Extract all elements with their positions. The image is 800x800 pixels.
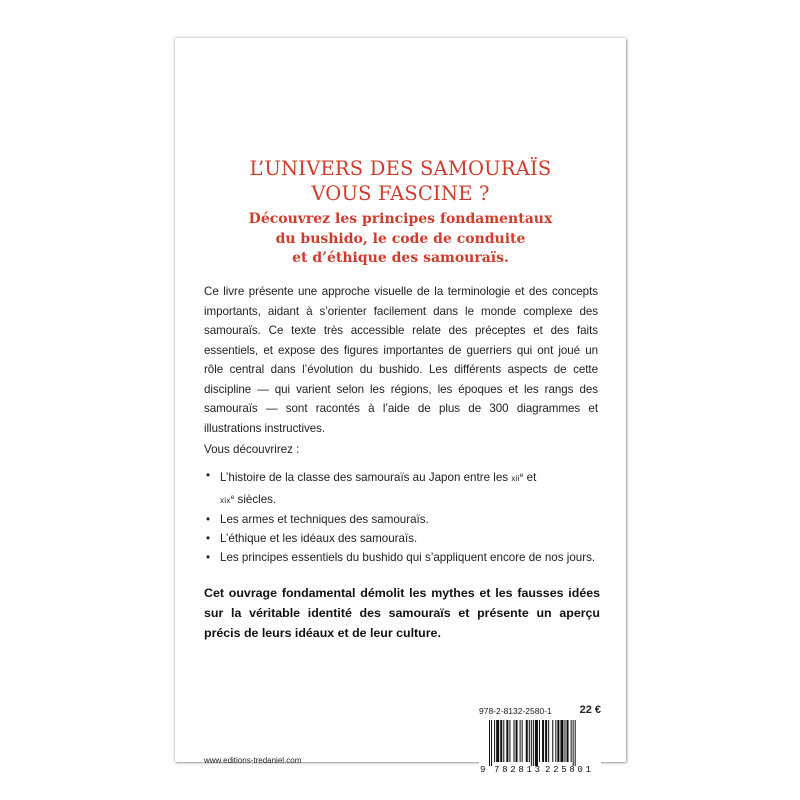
bullet-text: Les principes essentiels du bushido qui s’appliquent encore de nos jours. (220, 551, 596, 564)
barcode-digits-right: 225801 (545, 765, 591, 774)
barcode-bar (500, 720, 502, 762)
barcode-bar (542, 720, 544, 762)
barcode-bar (560, 720, 563, 762)
bullet-dot-icon: • (206, 551, 211, 564)
isbn-price-row (479, 704, 601, 718)
bullet-dot-icon: • (206, 513, 211, 526)
barcode-bar (539, 720, 540, 762)
bullet-item (204, 548, 598, 567)
barcode-bar (496, 720, 499, 762)
discover-label: Vous découvrirez : (204, 443, 300, 456)
barcode-bar (520, 720, 521, 762)
barcode-bar (548, 720, 549, 762)
bullet-text: L’éthique et les idéaux des samouraïs. (220, 532, 418, 545)
bullet-item (204, 529, 598, 548)
book-back-cover (175, 38, 626, 774)
bullet-text: L’histoire de la classe des samouraïs au Japon entre les xii$^e$ et xix$^e$ siècles. (220, 471, 537, 506)
barcode-bar (552, 720, 553, 762)
price-label: 22 € (579, 704, 601, 716)
barcode-bar (557, 720, 559, 762)
bullet-item (204, 510, 598, 529)
barcode-bar (571, 720, 572, 762)
barcode-bar (575, 720, 576, 766)
barcode-bar (555, 720, 556, 762)
publisher-website: www.editions-tredaniel.com (204, 756, 302, 765)
headline-line-1: L’UNIVERS DES SAMOURAÏS (249, 157, 552, 180)
bullet-item (204, 466, 598, 510)
barcode-bar (513, 720, 514, 762)
barcode-bar (529, 720, 530, 762)
barcode-bar (494, 720, 495, 762)
subheadline-line-3: et d’éthique des samouraïs. (292, 250, 509, 266)
subheadline-line-1: Découvrez les principes fondamentaux (248, 211, 553, 227)
barcode-bar (516, 720, 518, 762)
barcode-bar (567, 720, 569, 762)
barcode-bar (564, 720, 565, 762)
bullet-dot-icon: • (206, 532, 211, 545)
barcode-bar (491, 720, 492, 766)
headline-block (175, 156, 626, 269)
conclusion-paragraph: Cet ouvrage fondamental démolit les mythes et les fausses idées sur la véritable identité des samouraïs et présente un aperçu précis de leurs idéaux et de leur culture. (204, 586, 600, 640)
headline-line-2: VOUS FASCINE ? (311, 182, 490, 205)
bullet-list (204, 466, 598, 567)
subheadline-line-2: du bushido, le code de conduite (275, 230, 526, 247)
intro-paragraph: Ce livre présente une approche visuelle de la terminologie et des concepts importants, aidant à s’orienter facilement dans le monde complexe des samouraïs. Ce texte très accessible relate des préceptes et des faits essentiels, et expose des figures importantes de guerriers qui ont joué un rôle central dans l’évolution du bushido. Les différents aspects de cette discipline — qui varient selon les régions, les époques et les rangs des samouraïs — sont racontés à l’aide de plus de 300 diagrammes et illustrations instructives. (204, 285, 598, 435)
barcode-digit-first: 9 (480, 765, 486, 774)
isbn-number: 978-2-8132-2580-1 (479, 706, 552, 716)
subheadline (175, 210, 626, 269)
barcode-bar (533, 720, 534, 766)
barcode-icon (479, 718, 601, 774)
barcode-bar (506, 720, 508, 762)
barcode-bar (526, 720, 528, 762)
bullet-dot-icon: • (206, 469, 211, 482)
barcode-bar (522, 720, 523, 762)
barcode-bar (545, 720, 547, 762)
barcode-bar (531, 720, 532, 766)
barcode-bar (503, 720, 504, 762)
bullet-text: Les armes et techniques des samouraïs. (220, 513, 429, 526)
barcode-bar (573, 720, 574, 766)
barcode-bar (489, 720, 490, 766)
barcode-bar (509, 720, 510, 762)
barcode-bar (535, 720, 538, 766)
barcode-digits-left: 782813 (494, 765, 540, 774)
